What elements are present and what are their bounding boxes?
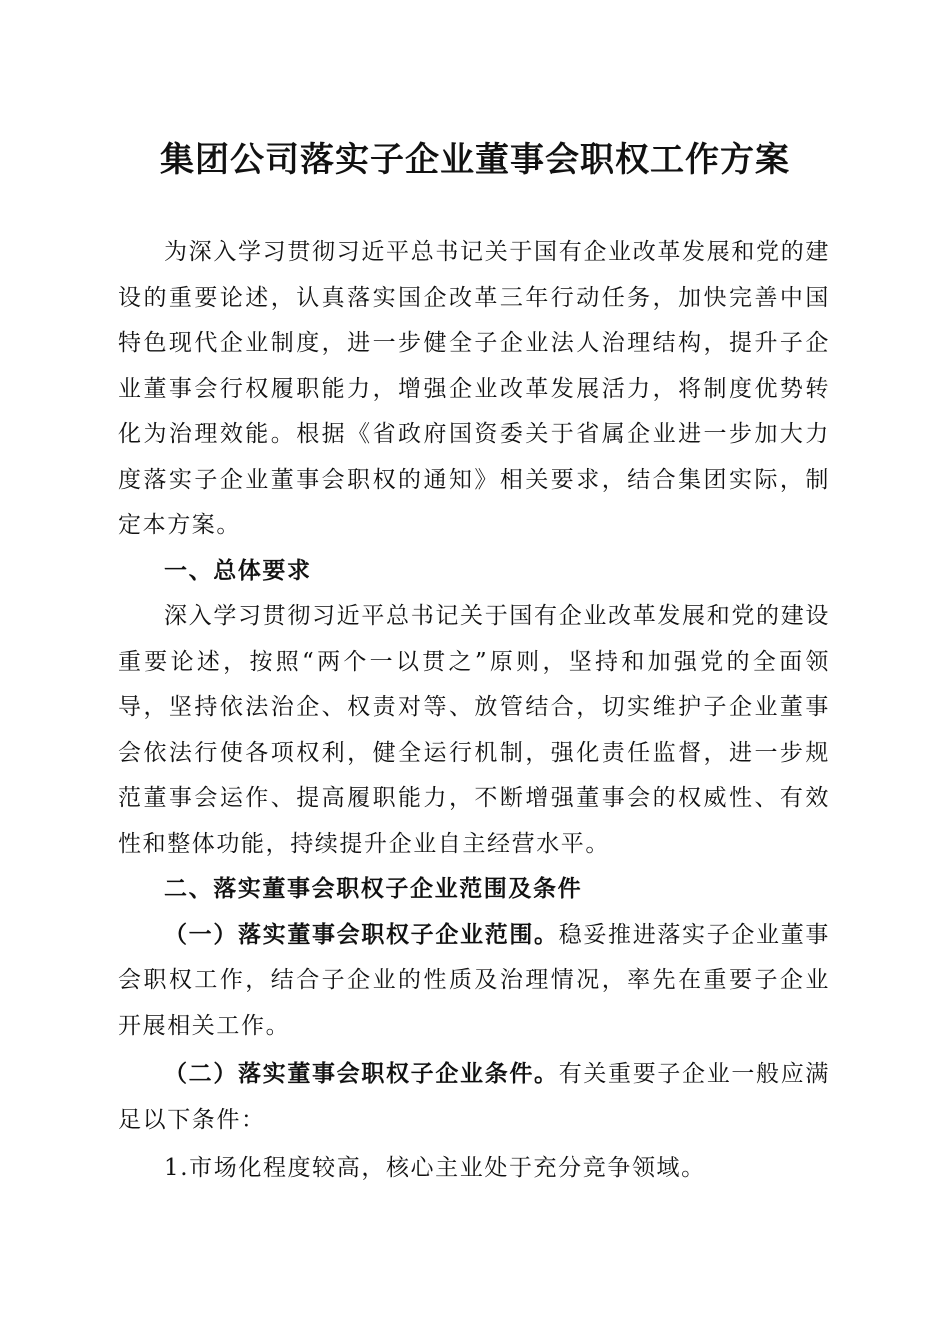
subsection-paragraph-scope xyxy=(118,913,830,1050)
section-heading-scope-and-conditions: 二、落实董事会职权子企业范围及条件 xyxy=(164,876,583,902)
subsection-text-scope: 稳妥推进落实子企业董事会职权工作，结合子企业的性质及治理情况，率先在重要子企业开展相关工作。 xyxy=(118,921,830,1039)
section-heading-general-requirements: 一、总体要求 xyxy=(164,557,312,584)
subsection-paragraph-conditions xyxy=(118,1052,830,1143)
section-paragraph-general-requirements: 深入学习贯彻习近平总书记关于国有企业改革发展和党的建设重要论述，按照“两个一以贯之”原则，坚持和加强党的全面领导，坚持依法治企、权责对等、放管结合，切实维护子企业董事会依法行使各项权利，健全运行机制，强化责任监督，进一步规范董事会运作、提高履职能力，不断增强董事会的权威性、有效性和整体功能，持续提升企业自主经营水平。 xyxy=(118,603,830,857)
subsection-text-conditions: 有关重要子企业一般应满足以下条件： xyxy=(118,1061,830,1133)
list-item-condition-1: 1.市场化程度较高，核心主业处于充分竞争领域。 xyxy=(164,1155,706,1181)
document-title: 集团公司落实子企业董事会职权工作方案 xyxy=(160,140,790,180)
subsection-heading-conditions: （二）落实董事会职权子企业条件。 xyxy=(164,1061,559,1087)
document-body xyxy=(118,230,830,1192)
intro-paragraph: 为深入学习贯彻习近平总书记关于国有企业改革发展和党的建设的重要论述，认真落实国企改革三年行动任务，加快完善中国特色现代企业制度，进一步健全子企业法人治理结构，提升子企业董事会行权履职能力，增强企业改革发展活力，将制度优势转化为治理效能。根据《省政府国资委关于省属企业进一步加大力度落实子企业董事会职权的通知》相关要求，结合集团实际，制定本方案。 xyxy=(118,239,830,538)
subsection-heading-scope: （一）落实董事会职权子企业范围。 xyxy=(164,921,559,948)
